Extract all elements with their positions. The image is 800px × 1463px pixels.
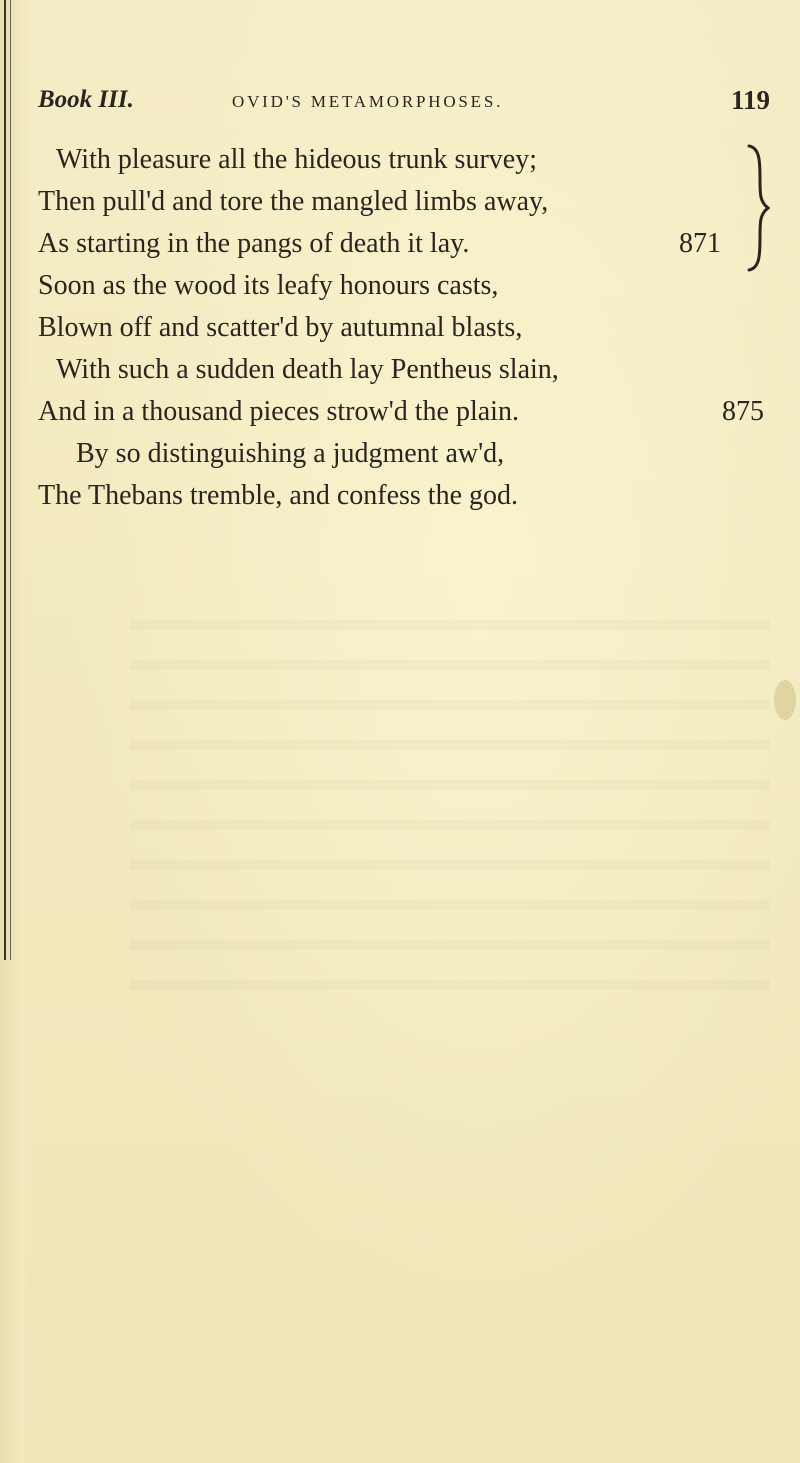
verse-line: Blown off and scatter'd by autumnal blasts,: [38, 312, 523, 343]
binding-edge-line: [4, 0, 6, 960]
binding-edge-line-inner: [10, 0, 11, 960]
paper-stain: [774, 680, 796, 720]
show-through-text: [130, 590, 770, 1010]
verse-line: By so distinguishing a judgment aw'd,: [76, 438, 505, 469]
verse-line: With such a sudden death lay Pentheus slain,: [56, 354, 559, 385]
running-title: OVID'S METAMORPHOSES.: [232, 92, 504, 111]
verse-line: Soon as the wood its leafy honours casts,: [38, 270, 499, 301]
running-header: [38, 86, 770, 120]
book-label: Book III.: [38, 86, 134, 113]
triplet-brace-icon: [746, 142, 770, 274]
line-number: 875: [722, 396, 764, 427]
verse-line: The Thebans tremble, and confess the god.: [38, 480, 519, 511]
line-number: 871: [679, 228, 721, 259]
verse-line: And in a thousand pieces strow'd the plain.: [38, 396, 519, 427]
verse-line: As starting in the pangs of death it lay.: [38, 228, 470, 259]
page-number: 119: [730, 85, 770, 115]
verse-line: Then pull'd and tore the mangled limbs away,: [38, 186, 549, 217]
verse-line: With pleasure all the hideous trunk survey;: [56, 144, 537, 175]
